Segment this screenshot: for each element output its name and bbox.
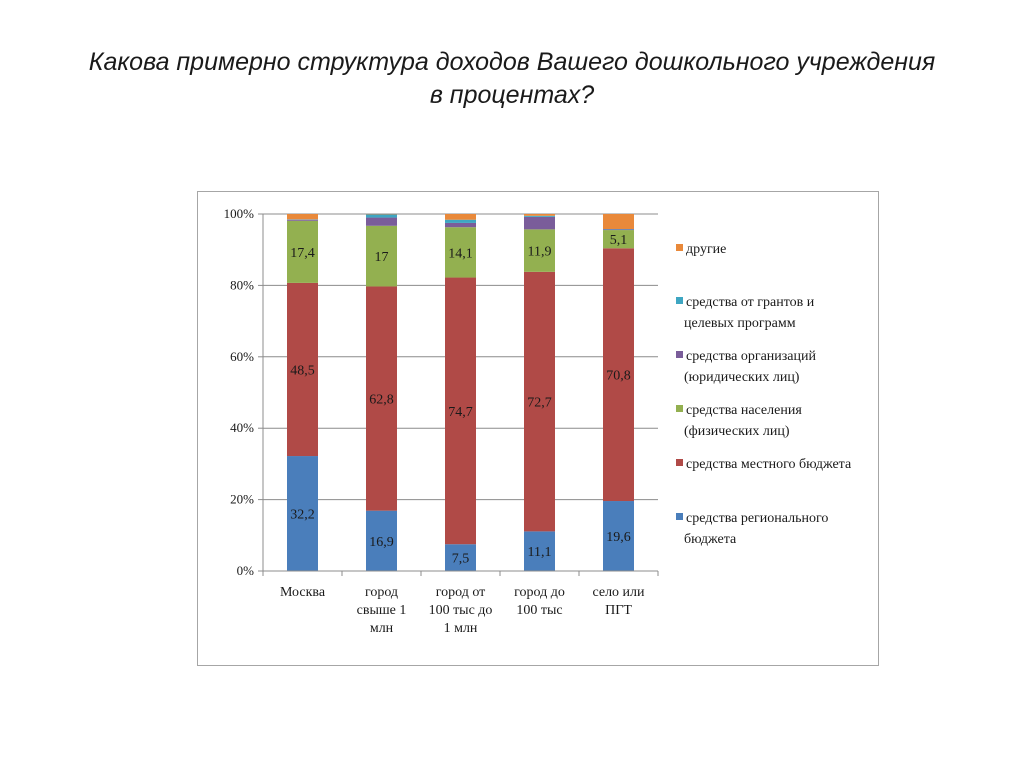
data-label: 17 [374, 250, 389, 266]
x-tick-label-line: 100 тыс [516, 603, 563, 618]
data-label: 7,5 [451, 551, 470, 567]
x-tick-label-line: свыше 1 [356, 603, 407, 618]
legend-entry-line: средства от грантов и [686, 295, 815, 310]
legend-entry-line: (юридических лиц) [684, 370, 800, 385]
legend-swatch [676, 351, 683, 358]
legend-entry-line: бюджета [684, 532, 737, 547]
x-tick-label-line: город от [435, 585, 486, 600]
data-label: 72,7 [527, 395, 552, 411]
legend-entry-line: (физических лиц) [684, 424, 790, 439]
bar-segment [287, 220, 318, 221]
legend-entry [684, 295, 815, 331]
bar-segment [366, 214, 397, 217]
stacked-bar-chart [198, 192, 877, 664]
x-tick-label-line: млн [369, 621, 394, 636]
data-label: 5,1 [609, 233, 628, 249]
bar-segment [524, 217, 555, 229]
bar-segment [445, 223, 476, 227]
bars [287, 214, 634, 571]
legend-entry [684, 403, 802, 439]
bar-segment [603, 214, 634, 229]
data-label: 70,8 [606, 368, 631, 384]
bar-segment [524, 214, 555, 216]
x-tick-label-line: город до [514, 585, 565, 600]
slide-title [40, 46, 984, 112]
x-tick-label [357, 585, 407, 636]
legend-swatch [676, 459, 683, 466]
legend-swatch [676, 244, 683, 251]
data-label: 74,7 [448, 404, 473, 420]
bar-segment [603, 229, 634, 230]
data-label: 48,5 [290, 363, 315, 379]
legend-entry-line: средства местного бюджета [686, 457, 852, 472]
y-tick-label: 60% [230, 348, 254, 364]
bar-segment [287, 214, 318, 219]
x-tick-label-line: 100 тыс до [428, 603, 493, 618]
legend-entry [684, 349, 817, 385]
x-tick-label [280, 585, 326, 600]
x-tick-label [514, 585, 565, 618]
x-tick-label-line: ПГТ [605, 603, 632, 618]
bar-segment [445, 214, 476, 220]
legend-swatch [676, 513, 683, 520]
bar-segment [366, 218, 397, 226]
x-tick-label-line: село или [592, 585, 645, 600]
y-tick-label: 0% [236, 563, 254, 578]
data-label: 16,9 [369, 534, 394, 550]
x-tick-label-line: Москва [279, 585, 326, 600]
bar-segment [445, 220, 476, 223]
data-label: 14,1 [448, 246, 473, 262]
x-tick-label [429, 585, 493, 636]
data-label: 11,9 [527, 244, 552, 260]
legend-entry-line: средства регионального [686, 511, 829, 526]
x-tick-label [592, 585, 645, 618]
y-tick-label: 40% [230, 420, 254, 436]
legend-entry [686, 242, 726, 257]
legend-entry-line: другие [686, 242, 727, 257]
legend-entry [686, 457, 852, 472]
data-label: 32,2 [290, 507, 315, 523]
legend-entry-line: средства организаций [686, 349, 816, 364]
y-tick-label: 20% [230, 491, 254, 507]
y-tick-label: 80% [230, 277, 254, 293]
legend [676, 242, 852, 547]
chart-frame [197, 191, 879, 666]
x-tick-label-line: 1 млн [443, 621, 478, 636]
slide-title-line-1: Какова примерно структура доходов Вашего дошкольного учреждения [88, 48, 936, 76]
legend-swatch [676, 405, 683, 412]
legend-swatch [676, 297, 683, 304]
bar-segment [524, 216, 555, 217]
data-label: 62,8 [369, 392, 394, 408]
legend-entry [684, 511, 828, 547]
data-label: 11,1 [527, 545, 552, 561]
legend-entry-line: средства населения [686, 403, 802, 418]
data-label: 17,4 [290, 245, 315, 261]
y-tick-label: 100% [223, 206, 254, 221]
legend-entry-line: целевых программ [684, 316, 796, 331]
slide-title-line-2: в процентах? [429, 81, 595, 109]
x-tick-label-line: город [364, 585, 399, 600]
data-label: 19,6 [606, 530, 631, 546]
